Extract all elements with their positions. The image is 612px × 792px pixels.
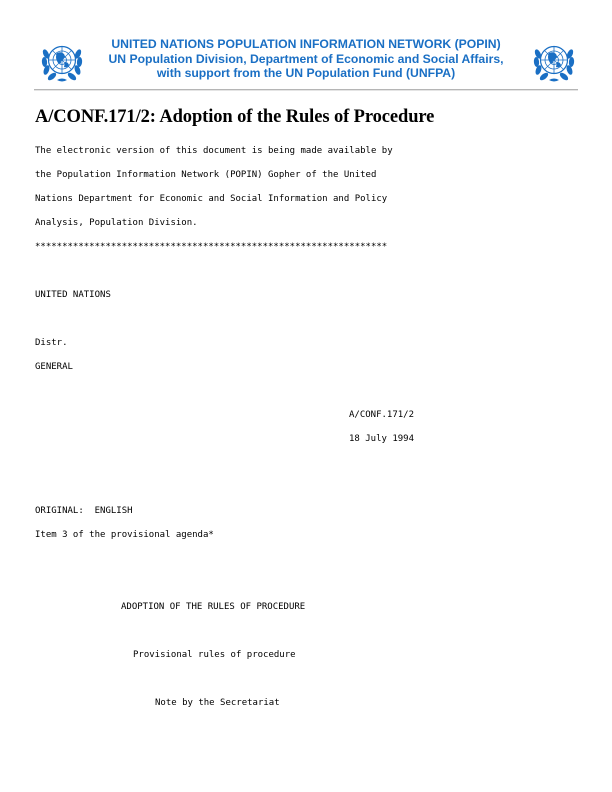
un-emblem-icon bbox=[38, 38, 86, 86]
document-subheading: Provisional rules of procedure bbox=[133, 650, 296, 660]
document-heading: ADOPTION OF THE RULES OF PROCEDURE bbox=[121, 602, 306, 612]
intro-line: the Population Information Network (POPIN) Gopher of the United bbox=[35, 170, 377, 180]
intro-line: Analysis, Population Division. bbox=[35, 218, 198, 228]
agenda-item: Item 3 of the provisional agenda* bbox=[35, 530, 214, 540]
un-emblem-icon bbox=[530, 38, 578, 86]
distribution-label: Distr. bbox=[35, 338, 68, 348]
header-line-2: UN Population Division, Department of Economic and Social Affairs, bbox=[108, 51, 504, 66]
document-symbol: A/CONF.171/2 bbox=[349, 410, 415, 420]
secretariat-note: Note by the Secretariat bbox=[155, 698, 280, 708]
separator-line: ***************************************************************** bbox=[35, 242, 388, 252]
header-divider bbox=[34, 89, 578, 91]
document-date: 18 July 1994 bbox=[349, 434, 415, 444]
original-language: ORIGINAL: ENGLISH bbox=[35, 506, 133, 516]
header-line-1: UNITED NATIONS POPULATION INFORMATION NETWORK (POPIN) bbox=[111, 37, 501, 51]
intro-line: Nations Department for Economic and Social Information and Policy bbox=[35, 194, 388, 204]
distribution-value: GENERAL bbox=[35, 362, 73, 372]
page-title: A/CONF.171/2: Adoption of the Rules of Procedure bbox=[35, 107, 435, 127]
intro-line: The electronic version of this document is being made available by bbox=[35, 146, 393, 156]
header-text bbox=[88, 37, 524, 81]
organization-name: UNITED NATIONS bbox=[35, 290, 111, 300]
page-header bbox=[34, 34, 578, 90]
header-line-3: with support from the UN Population Fund (UNFPA) bbox=[156, 66, 456, 81]
